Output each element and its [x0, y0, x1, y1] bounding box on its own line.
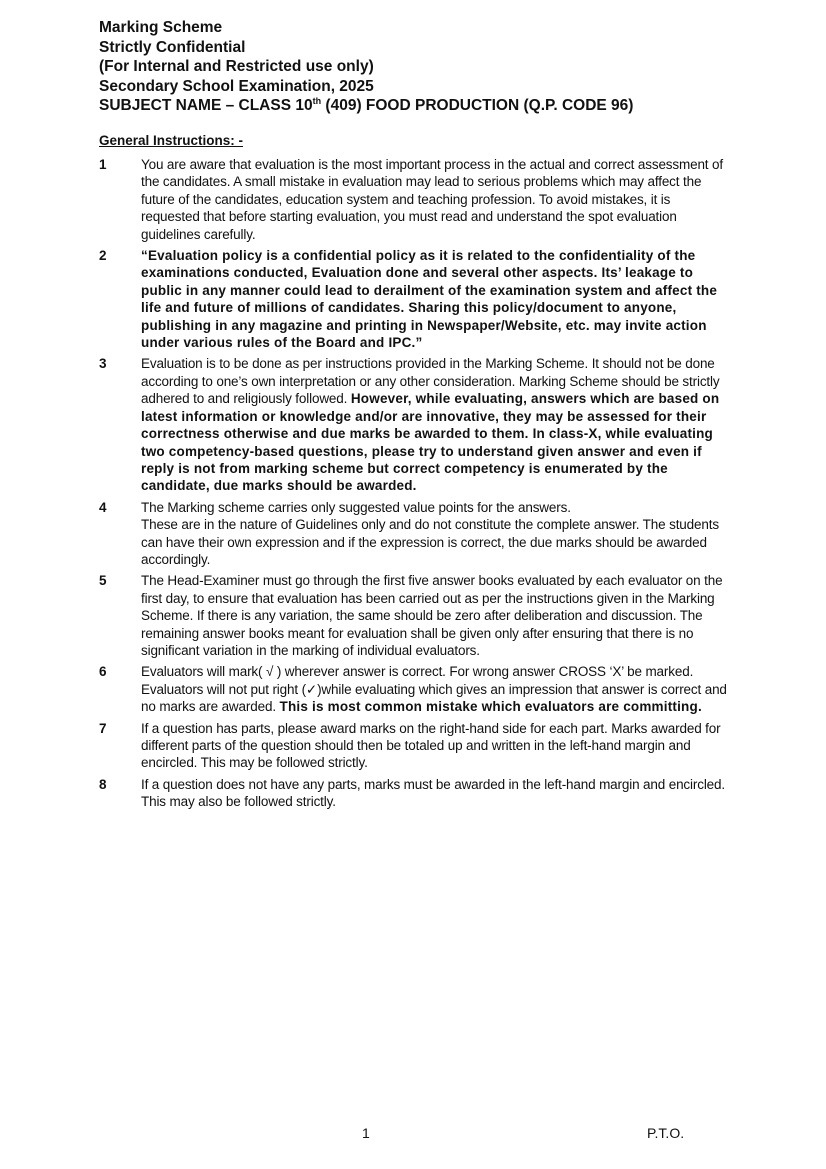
instruction-number: 6	[99, 664, 107, 680]
subject-suffix: (409) FOOD PRODUCTION (Q.P. CODE 96)	[321, 97, 634, 114]
instruction-number: 8	[99, 776, 107, 792]
instruction-text: The Head-Examiner must go through the first five answer books evaluated by each evaluator on the first day, to ensure that evaluation has been carried out as per the instructions given in the Marking Scheme. If there is any variation, the same should be zero after deliberation and discussion. The remaining answer books meant for evaluation shall be given only after ensuring that there is no significant variation in the marking of individual evaluators.	[141, 573, 723, 658]
instruction-text	[141, 499, 729, 569]
instruction-text-plain: Evaluation is to be done as per instructions provided in the Marking Scheme. It should not be done according to one’s own interpretation or any other consideration. Marking Scheme should be strictly adhered to and religiously followed.	[141, 356, 720, 407]
instruction-text-line1: The Marking scheme carries only suggested value points for the answers.	[141, 499, 571, 515]
instruction-text	[141, 355, 729, 494]
instruction-text: If a question does not have any parts, marks must be awarded in the left-hand margin and encircled. This may also be followed strictly.	[141, 776, 725, 810]
exam-name: Secondary School Examination, 2025	[99, 77, 374, 95]
doc-title: Marking Scheme	[99, 19, 223, 36]
subject-line	[99, 96, 739, 116]
confidentiality-label: Strictly Confidential	[99, 38, 246, 56]
instruction-item	[99, 355, 729, 494]
instruction-item	[99, 663, 729, 715]
please-turn-over: P.T.O.	[647, 1125, 685, 1141]
instruction-item	[99, 247, 729, 351]
subject-prefix: SUBJECT NAME – CLASS 10	[99, 97, 313, 114]
instruction-text-bold: However, while evaluating, answers which are based on latest information or knowledge and/or are innovative, they may be assessed for their correctness otherwise and due marks be awarded to them. In class-X, while evaluating two competency-based questions, please try to understand given answer and even if reply is not from marking scheme but correct competency is enumerated by the candidate, due marks should be awarded.	[141, 391, 720, 494]
subject-ordinal: th	[312, 96, 322, 106]
instruction-number: 1	[99, 157, 107, 172]
instruction-text: You are aware that evaluation is the most important process in the actual and correct assessment of the candidates. A small mistake in evaluation may lead to serious problems which may affect the future of the candidates, education system and teaching profession. To avoid mistakes, it is requested that before starting evaluation, you must read and understand the spot evaluation guidelines carefully.	[141, 157, 723, 242]
instruction-item	[99, 720, 729, 772]
instruction-number: 5	[99, 573, 107, 589]
instruction-text: “Evaluation policy is a confidential policy as it is related to the confidentiality of the examinations conducted, Evaluation done and several other aspects. Its’ leakage to public in any manner could lead to derailment of the examination system and affect the life and future of millions of candidates. Sharing this policy/document to anyone, publishing in any magazine and printing in Newspaper/Website, etc. may invite action under various rules of the Board and IPC.”	[141, 248, 718, 351]
instruction-number: 2	[99, 248, 107, 264]
instruction-number: 7	[99, 720, 107, 736]
instruction-item	[99, 156, 729, 243]
instruction-text	[141, 663, 729, 715]
instruction-text-plain: Evaluators will mark( √ ) wherever answer is correct. For wrong answer CROSS ‘X’ be marked. Evaluators will not put right (✓)while evaluating which gives an impression that answer is correct and no marks are awarded.	[141, 664, 727, 715]
instruction-text: If a question has parts, please award marks on the right-hand side for each part. Marks awarded for different parts of the question should then be totaled up and written in the left-hand margin and encircled. This may be followed strictly.	[141, 720, 721, 771]
instructions-list	[99, 156, 729, 815]
instruction-text-line2: These are in the nature of Guidelines only and do not constitute the complete answer. The students can have their own expression and if the expression is correct, the due marks should be awarded accordingly.	[141, 517, 719, 567]
instruction-number: 3	[99, 356, 107, 372]
usage-restriction: (For Internal and Restricted use only)	[99, 58, 374, 75]
instruction-text-bold: This is most common mistake which evaluators are committing.	[279, 699, 702, 715]
document-header	[99, 18, 739, 116]
instruction-item	[99, 572, 729, 659]
instruction-number: 4	[99, 499, 107, 515]
instruction-item	[99, 499, 729, 569]
section-title: General Instructions: -	[99, 133, 244, 148]
instruction-item	[99, 776, 729, 811]
page-number: 1	[362, 1125, 370, 1141]
